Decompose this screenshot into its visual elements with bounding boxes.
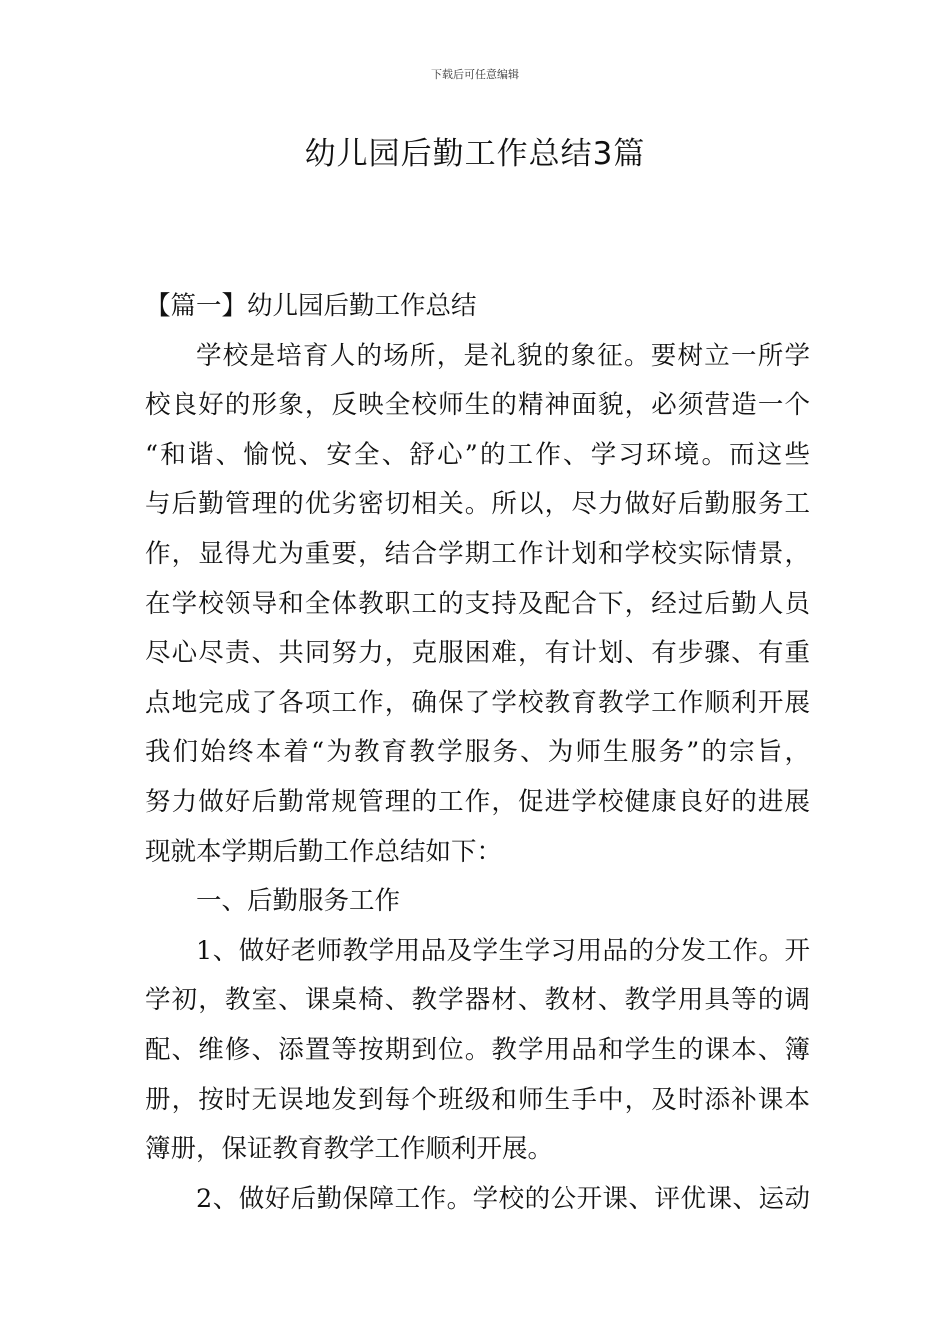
text-line: 与后勤管理的优劣密切相关。所以，尽力做好后勤服务工 [145,489,810,520]
text-line: 我们始终本着“为教育教学服务、为师生服务”的宗旨， [145,737,810,768]
document-title: 幼儿园后勤工作总结3篇 [304,136,646,172]
text-line: 学初，教室、课桌椅、教学器材、教材、教学用具等的调 [145,985,810,1016]
text-line: 作，显得尤为重要，结合学期工作计划和学校实际情景， [145,538,810,569]
text-line: 【篇一】幼儿园后勤工作总结 [145,291,477,321]
text-line: 点地完成了各项工作，确保了学校教育教学工作顺利开展 [145,687,810,718]
header-note: 下载后可任意编辑 [431,68,519,81]
text-line: 配、维修、添置等按期到位。教学用品和学生的课本、簿 [145,1034,810,1065]
text-line: 2、做好后勤保障工作。学校的公开课、评优课、运动 [196,1183,810,1214]
text-line: 1、做好老师教学用品及学生学习用品的分发工作。开 [196,935,810,966]
text-line: 簿册，保证教育教学工作顺利开展。 [145,1134,554,1165]
text-line: 努力做好后勤常规管理的工作，促进学校健康良好的进展 [145,786,810,817]
text-line: 校良好的形象，反映全校师生的精神面貌，必须营造一个 [145,390,810,421]
text-line: 一、后勤服务工作 [196,886,401,917]
text-line: 在学校领导和全体教职工的支持及配合下，经过后勤人员 [145,588,810,619]
text-line: 尽心尽责、共同努力，克服困难，有计划、有步骤、有重 [145,638,810,669]
text-line: 册，按时无误地发到每个班级和师生手中，及时添补课本 [145,1084,810,1115]
text-line: “和谐、愉悦、安全、舒心”的工作、学习环境。而这些 [145,439,810,470]
text-line: 现就本学期后勤工作总结如下： [145,836,503,867]
text-line: 学校是培育人的场所，是礼貌的象征。要树立一所学 [196,340,810,371]
document-body [145,282,810,1224]
